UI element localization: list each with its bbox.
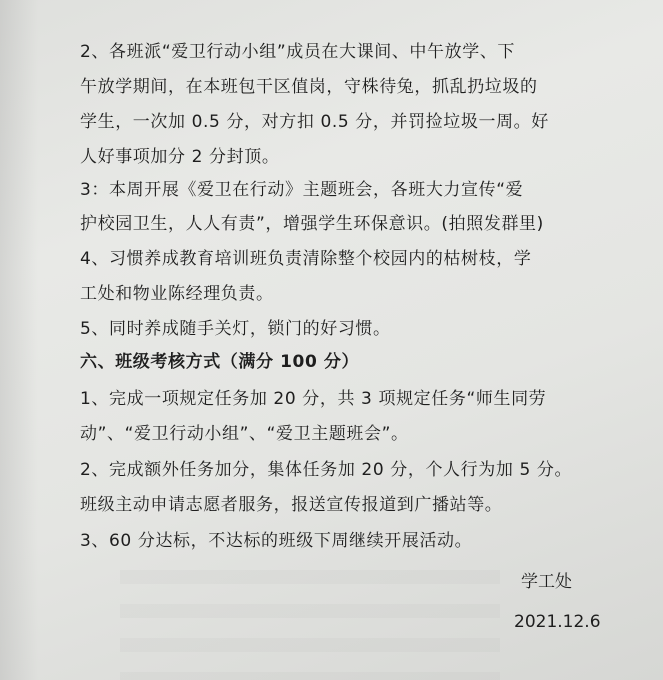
item-2-line-3: 学生，一次加 0.5 分，对方扣 0.5 分，并罚捡垃圾一周。好: [80, 112, 549, 132]
rule-1-line-2: 动”、“爱卫行动小组”、“爱卫主题班会”。: [80, 424, 409, 444]
item-4-line-1: 4、习惯养成教育培训班负责清除整个校园内的枯树枝，学: [80, 249, 532, 269]
back-page-bleed: [120, 570, 500, 680]
rule-1-line-1: 1、完成一项规定任务加 20 分，共 3 项规定任务“师生同劳: [80, 389, 547, 409]
item-3-line-1: 3：本周开展《爱卫在行动》主题班会，各班大力宣传“爱: [80, 180, 524, 200]
item-5-line-1: 5、同时养成随手关灯，锁门的好习惯。: [80, 319, 391, 339]
item-2-line-2: 午放学期间，在本班包干区值岗，守株待兔，抓乱扔垃圾的: [80, 77, 538, 97]
signature-date: 2021.12.6: [514, 612, 601, 632]
item-3-line-2: 护校园卫生，人人有责”，增强学生环保意识。(拍照发群里): [80, 214, 544, 234]
section-6-heading: 六、班级考核方式（满分 100 分）: [80, 352, 360, 372]
item-2-line-4: 人好事项加分 2 分封顶。: [80, 147, 280, 167]
item-2-line-1: 2、各班派“爱卫行动小组”成员在大课间、中午放学、下: [80, 42, 516, 62]
item-4-line-2: 工处和物业陈经理负责。: [80, 284, 274, 304]
rule-3-line-1: 3、60 分达标，不达标的班级下周继续开展活动。: [80, 531, 473, 551]
page-shadow: [0, 0, 38, 680]
signature-department: 学工处: [521, 572, 572, 592]
rule-2-line-2: 班级主动申请志愿者服务，报送宣传报道到广播站等。: [80, 495, 503, 515]
rule-2-line-1: 2、完成额外任务加分，集体任务加 20 分，个人行为加 5 分。: [80, 460, 573, 480]
